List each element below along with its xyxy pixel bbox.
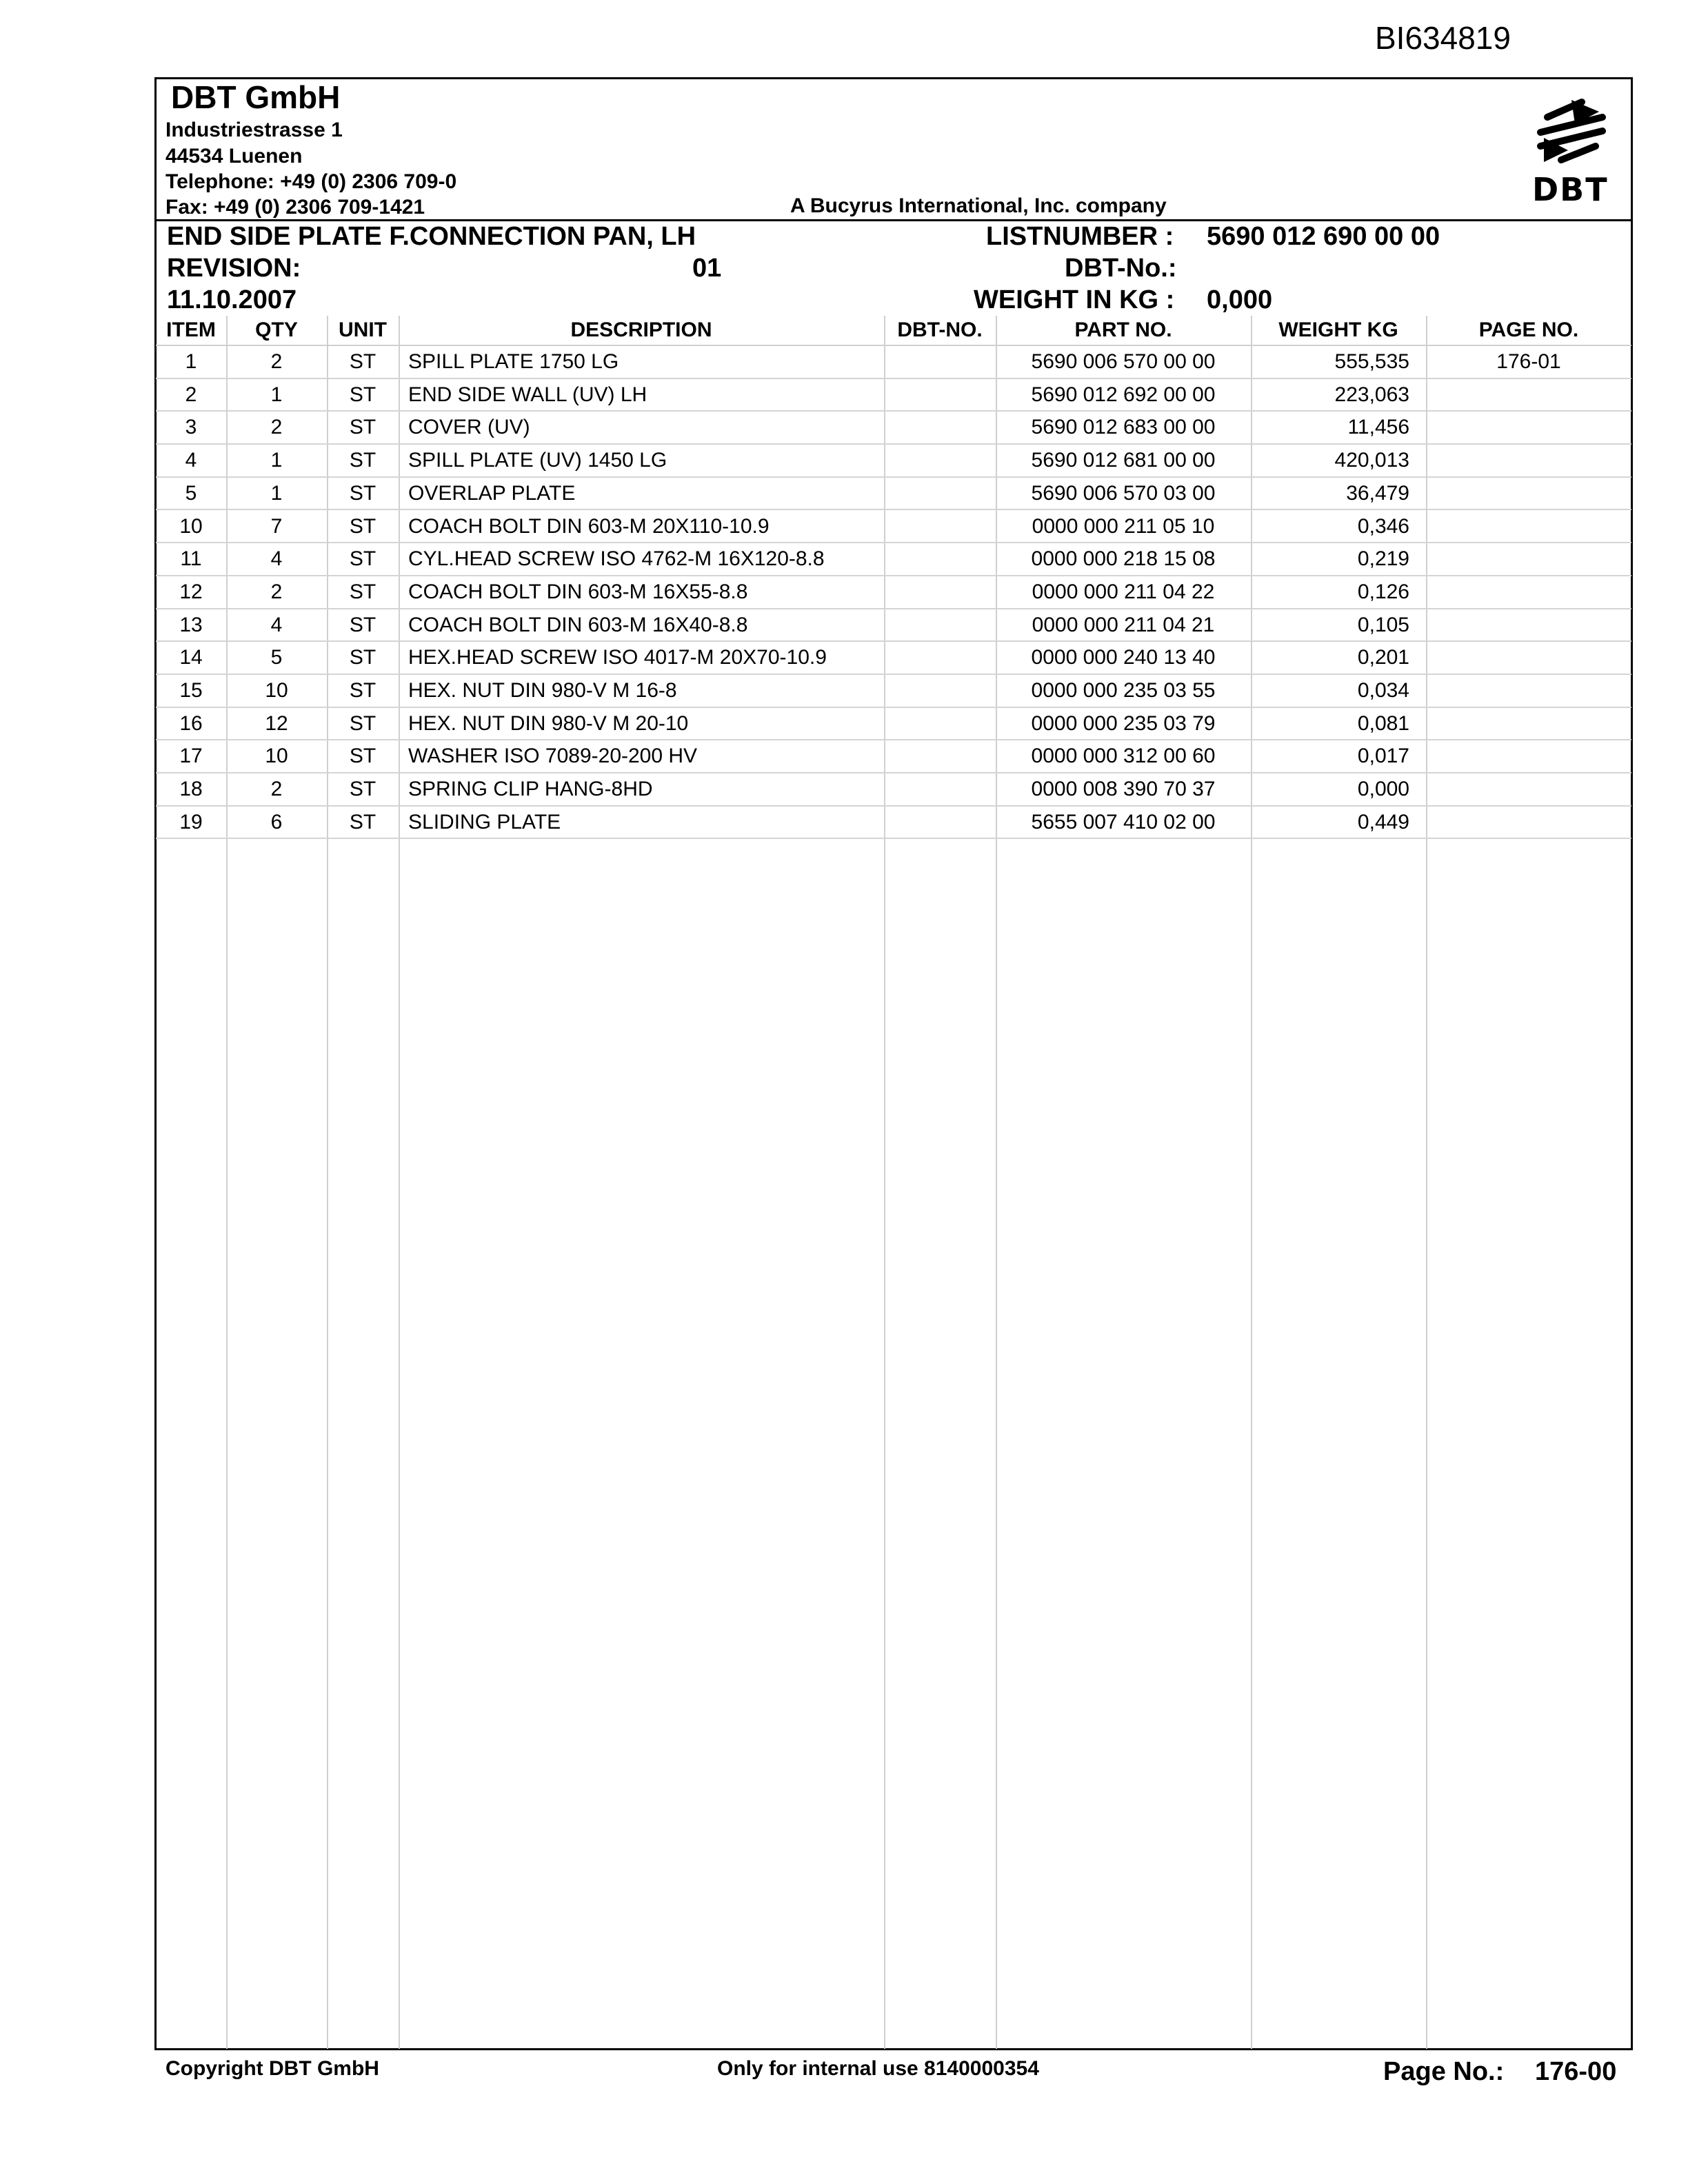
cell-qty: 4 xyxy=(270,613,283,636)
cell-description: SPILL PLATE 1750 LG xyxy=(408,350,619,373)
column-header-item: ITEM xyxy=(166,318,216,341)
cell-item: 16 xyxy=(179,711,203,735)
cell-description: COACH BOLT DIN 603-M 16X55-8.8 xyxy=(408,580,748,603)
cell-description: END SIDE WALL (UV) LH xyxy=(408,383,647,406)
cell-weight: 11,456 xyxy=(1347,416,1409,439)
company-telephone: Telephone: +49 (0) 2306 709-0 xyxy=(165,170,457,193)
cell-part-no: 5690 012 692 00 00 xyxy=(1031,383,1216,406)
cell-dbt-no xyxy=(884,445,996,476)
table-row xyxy=(156,478,1631,511)
cell-part-no: 0000 000 235 03 55 xyxy=(1031,679,1216,702)
cell-description: COACH BOLT DIN 603-M 20X110-10.9 xyxy=(408,514,770,538)
cell-page-no xyxy=(1426,576,1631,608)
cell-unit: ST xyxy=(349,350,376,373)
cell-description: SPRING CLIP HANG-8HD xyxy=(408,778,653,801)
cell-item: 15 xyxy=(179,679,203,702)
cell-qty: 6 xyxy=(270,810,283,833)
cell-unit: ST xyxy=(349,383,376,406)
table-row xyxy=(156,346,1631,379)
cell-page-no xyxy=(1426,543,1631,575)
cell-dbt-no xyxy=(884,774,996,805)
cell-unit: ST xyxy=(349,580,376,603)
revision-value: 01 xyxy=(692,254,722,283)
cell-qty: 1 xyxy=(270,449,283,472)
company-fax: Fax: +49 (0) 2306 709-1421 xyxy=(165,196,425,219)
listnumber-label: LISTNUMBER : xyxy=(986,222,1174,251)
cell-page-no xyxy=(1426,412,1631,443)
cell-part-no: 0000 000 240 13 40 xyxy=(1031,646,1216,669)
table-row xyxy=(156,412,1631,445)
cell-item: 19 xyxy=(179,810,203,833)
column-header-weight: WEIGHT KG xyxy=(1278,318,1398,341)
table-row xyxy=(156,543,1631,576)
cell-qty: 2 xyxy=(270,350,283,373)
cell-dbt-no xyxy=(884,642,996,674)
table-row xyxy=(156,445,1631,478)
cell-part-no: 0000 000 312 00 60 xyxy=(1031,745,1216,768)
cell-dbt-no xyxy=(884,543,996,575)
cell-page-no xyxy=(1426,642,1631,674)
column-header-part-no: PART NO. xyxy=(1074,318,1172,341)
column-header-page: PAGE NO. xyxy=(1478,318,1579,341)
cell-item: 13 xyxy=(179,613,203,636)
company-city: 44534 Luenen xyxy=(165,145,303,168)
cell-weight: 0,126 xyxy=(1357,580,1409,603)
column-header-unit: UNIT xyxy=(339,318,387,341)
cell-dbt-no xyxy=(884,609,996,641)
dbt-logo-mark-icon xyxy=(1534,97,1609,165)
column-header-qty: QTY xyxy=(255,318,298,341)
cell-part-no: 0000 000 211 04 21 xyxy=(1032,613,1215,636)
cell-description: OVERLAP PLATE xyxy=(408,481,576,505)
cell-unit: ST xyxy=(349,416,376,439)
table-row xyxy=(156,740,1631,774)
header-divider xyxy=(156,219,1631,221)
cell-unit: ST xyxy=(349,679,376,702)
cell-page-no xyxy=(1426,379,1631,411)
cell-weight: 0,105 xyxy=(1357,613,1409,636)
cell-qty: 5 xyxy=(270,646,283,669)
list-date: 11.10.2007 xyxy=(167,285,297,314)
cell-description: COVER (UV) xyxy=(408,416,530,439)
cell-qty: 10 xyxy=(265,745,288,768)
table-row xyxy=(156,675,1631,708)
cell-weight: 420,013 xyxy=(1334,449,1409,472)
cell-weight: 0,017 xyxy=(1357,745,1409,768)
cell-description: HEX.HEAD SCREW ISO 4017-M 20X70-10.9 xyxy=(408,646,827,669)
table-row xyxy=(156,379,1631,412)
dbt-logo xyxy=(1527,97,1616,207)
cell-dbt-no xyxy=(884,740,996,772)
cell-part-no: 0000 008 390 70 37 xyxy=(1031,778,1216,801)
cell-item: 18 xyxy=(179,778,203,801)
cell-page-no: 176-01 xyxy=(1496,350,1561,373)
cell-unit: ST xyxy=(349,810,376,833)
cell-part-no: 5690 012 683 00 00 xyxy=(1031,416,1216,439)
cell-qty: 7 xyxy=(270,514,283,538)
cell-qty: 12 xyxy=(265,711,288,735)
cell-page-no xyxy=(1426,675,1631,707)
cell-weight: 0,219 xyxy=(1357,547,1409,571)
cell-page-no xyxy=(1426,740,1631,772)
cell-dbt-no xyxy=(884,675,996,707)
dbt-no-label: DBT-No.: xyxy=(1065,254,1177,283)
page-number-label: Page No.: xyxy=(1383,2057,1505,2086)
cell-unit: ST xyxy=(349,547,376,571)
cell-unit: ST xyxy=(349,514,376,538)
cell-description: HEX. NUT DIN 980-V M 16-8 xyxy=(408,679,677,702)
cell-unit: ST xyxy=(349,711,376,735)
cell-part-no: 5690 006 570 00 00 xyxy=(1031,350,1216,373)
table-row xyxy=(156,642,1631,675)
cell-description: WASHER ISO 7089-20-200 HV xyxy=(408,745,698,768)
cell-unit: ST xyxy=(349,449,376,472)
cell-unit: ST xyxy=(349,613,376,636)
parts-table xyxy=(156,316,1631,2049)
table-row xyxy=(156,609,1631,643)
cell-dbt-no xyxy=(884,478,996,509)
cell-part-no: 0000 000 235 03 79 xyxy=(1031,711,1216,735)
cell-page-no xyxy=(1426,807,1631,838)
company-street: Industriestrasse 1 xyxy=(165,119,343,141)
cell-weight: 223,063 xyxy=(1334,383,1409,406)
cell-weight: 0,081 xyxy=(1357,711,1409,735)
cell-weight: 555,535 xyxy=(1334,350,1409,373)
cell-description: SPILL PLATE (UV) 1450 LG xyxy=(408,449,667,472)
cell-dbt-no xyxy=(884,379,996,411)
cell-weight: 0,034 xyxy=(1357,679,1409,702)
cell-page-no xyxy=(1426,478,1631,509)
cell-item: 11 xyxy=(180,547,202,571)
internal-use-text: Only for internal use 8140000354 xyxy=(717,2057,1039,2080)
column-header-description: DESCRIPTION xyxy=(570,318,712,341)
company-name: DBT GmbH xyxy=(171,79,341,115)
table-row xyxy=(156,576,1631,609)
cell-qty: 10 xyxy=(265,679,288,702)
cell-dbt-no xyxy=(884,807,996,838)
cell-item: 1 xyxy=(185,350,197,373)
cell-part-no: 0000 000 218 15 08 xyxy=(1031,547,1216,571)
cell-dbt-no xyxy=(884,346,996,378)
cell-qty: 2 xyxy=(270,778,283,801)
cell-item: 12 xyxy=(179,580,203,603)
cell-qty: 2 xyxy=(270,580,283,603)
cell-item: 5 xyxy=(185,481,197,505)
weight-value: 0,000 xyxy=(1207,285,1273,314)
cell-item: 17 xyxy=(179,745,203,768)
cell-unit: ST xyxy=(349,646,376,669)
cell-page-no xyxy=(1426,445,1631,476)
cell-item: 14 xyxy=(179,646,203,669)
cell-item: 3 xyxy=(185,416,197,439)
cell-weight: 0,449 xyxy=(1357,810,1409,833)
cell-description: HEX. NUT DIN 980-V M 20-10 xyxy=(408,711,689,735)
cell-dbt-no xyxy=(884,511,996,543)
page-number-value: 176-00 xyxy=(1535,2057,1617,2086)
cell-dbt-no xyxy=(884,576,996,608)
column-header-dbt-no: DBT-NO. xyxy=(897,318,983,341)
cell-qty: 2 xyxy=(270,416,283,439)
cell-page-no xyxy=(1426,708,1631,740)
list-title: END SIDE PLATE F.CONNECTION PAN, LH xyxy=(167,222,696,251)
cell-part-no: 5690 006 570 03 00 xyxy=(1031,481,1216,505)
table-row xyxy=(156,511,1631,544)
parent-company: A Bucyrus International, Inc. company xyxy=(790,194,1167,217)
cell-unit: ST xyxy=(349,481,376,505)
cell-part-no: 0000 000 211 05 10 xyxy=(1032,514,1215,538)
cell-item: 2 xyxy=(185,383,197,406)
cell-description: CYL.HEAD SCREW ISO 4762-M 16X120-8.8 xyxy=(408,547,825,571)
copyright-text: Copyright DBT GmbH xyxy=(165,2057,379,2080)
cell-unit: ST xyxy=(349,778,376,801)
table-row xyxy=(156,807,1631,840)
listnumber-value: 5690 012 690 00 00 xyxy=(1207,222,1440,251)
cell-dbt-no xyxy=(884,708,996,740)
cell-weight: 0,201 xyxy=(1357,646,1409,669)
dbt-logo-text: DBT xyxy=(1532,171,1609,208)
cell-part-no: 5655 007 410 02 00 xyxy=(1031,810,1216,833)
cell-description: COACH BOLT DIN 603-M 16X40-8.8 xyxy=(408,613,748,636)
cell-item: 10 xyxy=(179,514,203,538)
cell-item: 4 xyxy=(185,449,197,472)
cell-weight: 0,346 xyxy=(1357,514,1409,538)
cell-page-no xyxy=(1426,511,1631,543)
cell-page-no xyxy=(1426,609,1631,641)
cell-qty: 4 xyxy=(270,547,283,571)
cell-qty: 1 xyxy=(270,383,283,406)
table-row xyxy=(156,708,1631,741)
cell-part-no: 0000 000 211 04 22 xyxy=(1032,580,1215,603)
weight-label: WEIGHT IN KG : xyxy=(974,285,1175,314)
document-id: BI634819 xyxy=(1375,20,1511,56)
cell-dbt-no xyxy=(884,412,996,443)
cell-weight: 36,479 xyxy=(1346,481,1409,505)
cell-part-no: 5690 012 681 00 00 xyxy=(1031,449,1216,472)
cell-page-no xyxy=(1426,774,1631,805)
revision-label: REVISION: xyxy=(167,254,301,283)
table-row xyxy=(156,774,1631,807)
cell-qty: 1 xyxy=(270,481,283,505)
cell-unit: ST xyxy=(349,745,376,768)
cell-description: SLIDING PLATE xyxy=(408,810,561,833)
cell-weight: 0,000 xyxy=(1357,778,1409,801)
